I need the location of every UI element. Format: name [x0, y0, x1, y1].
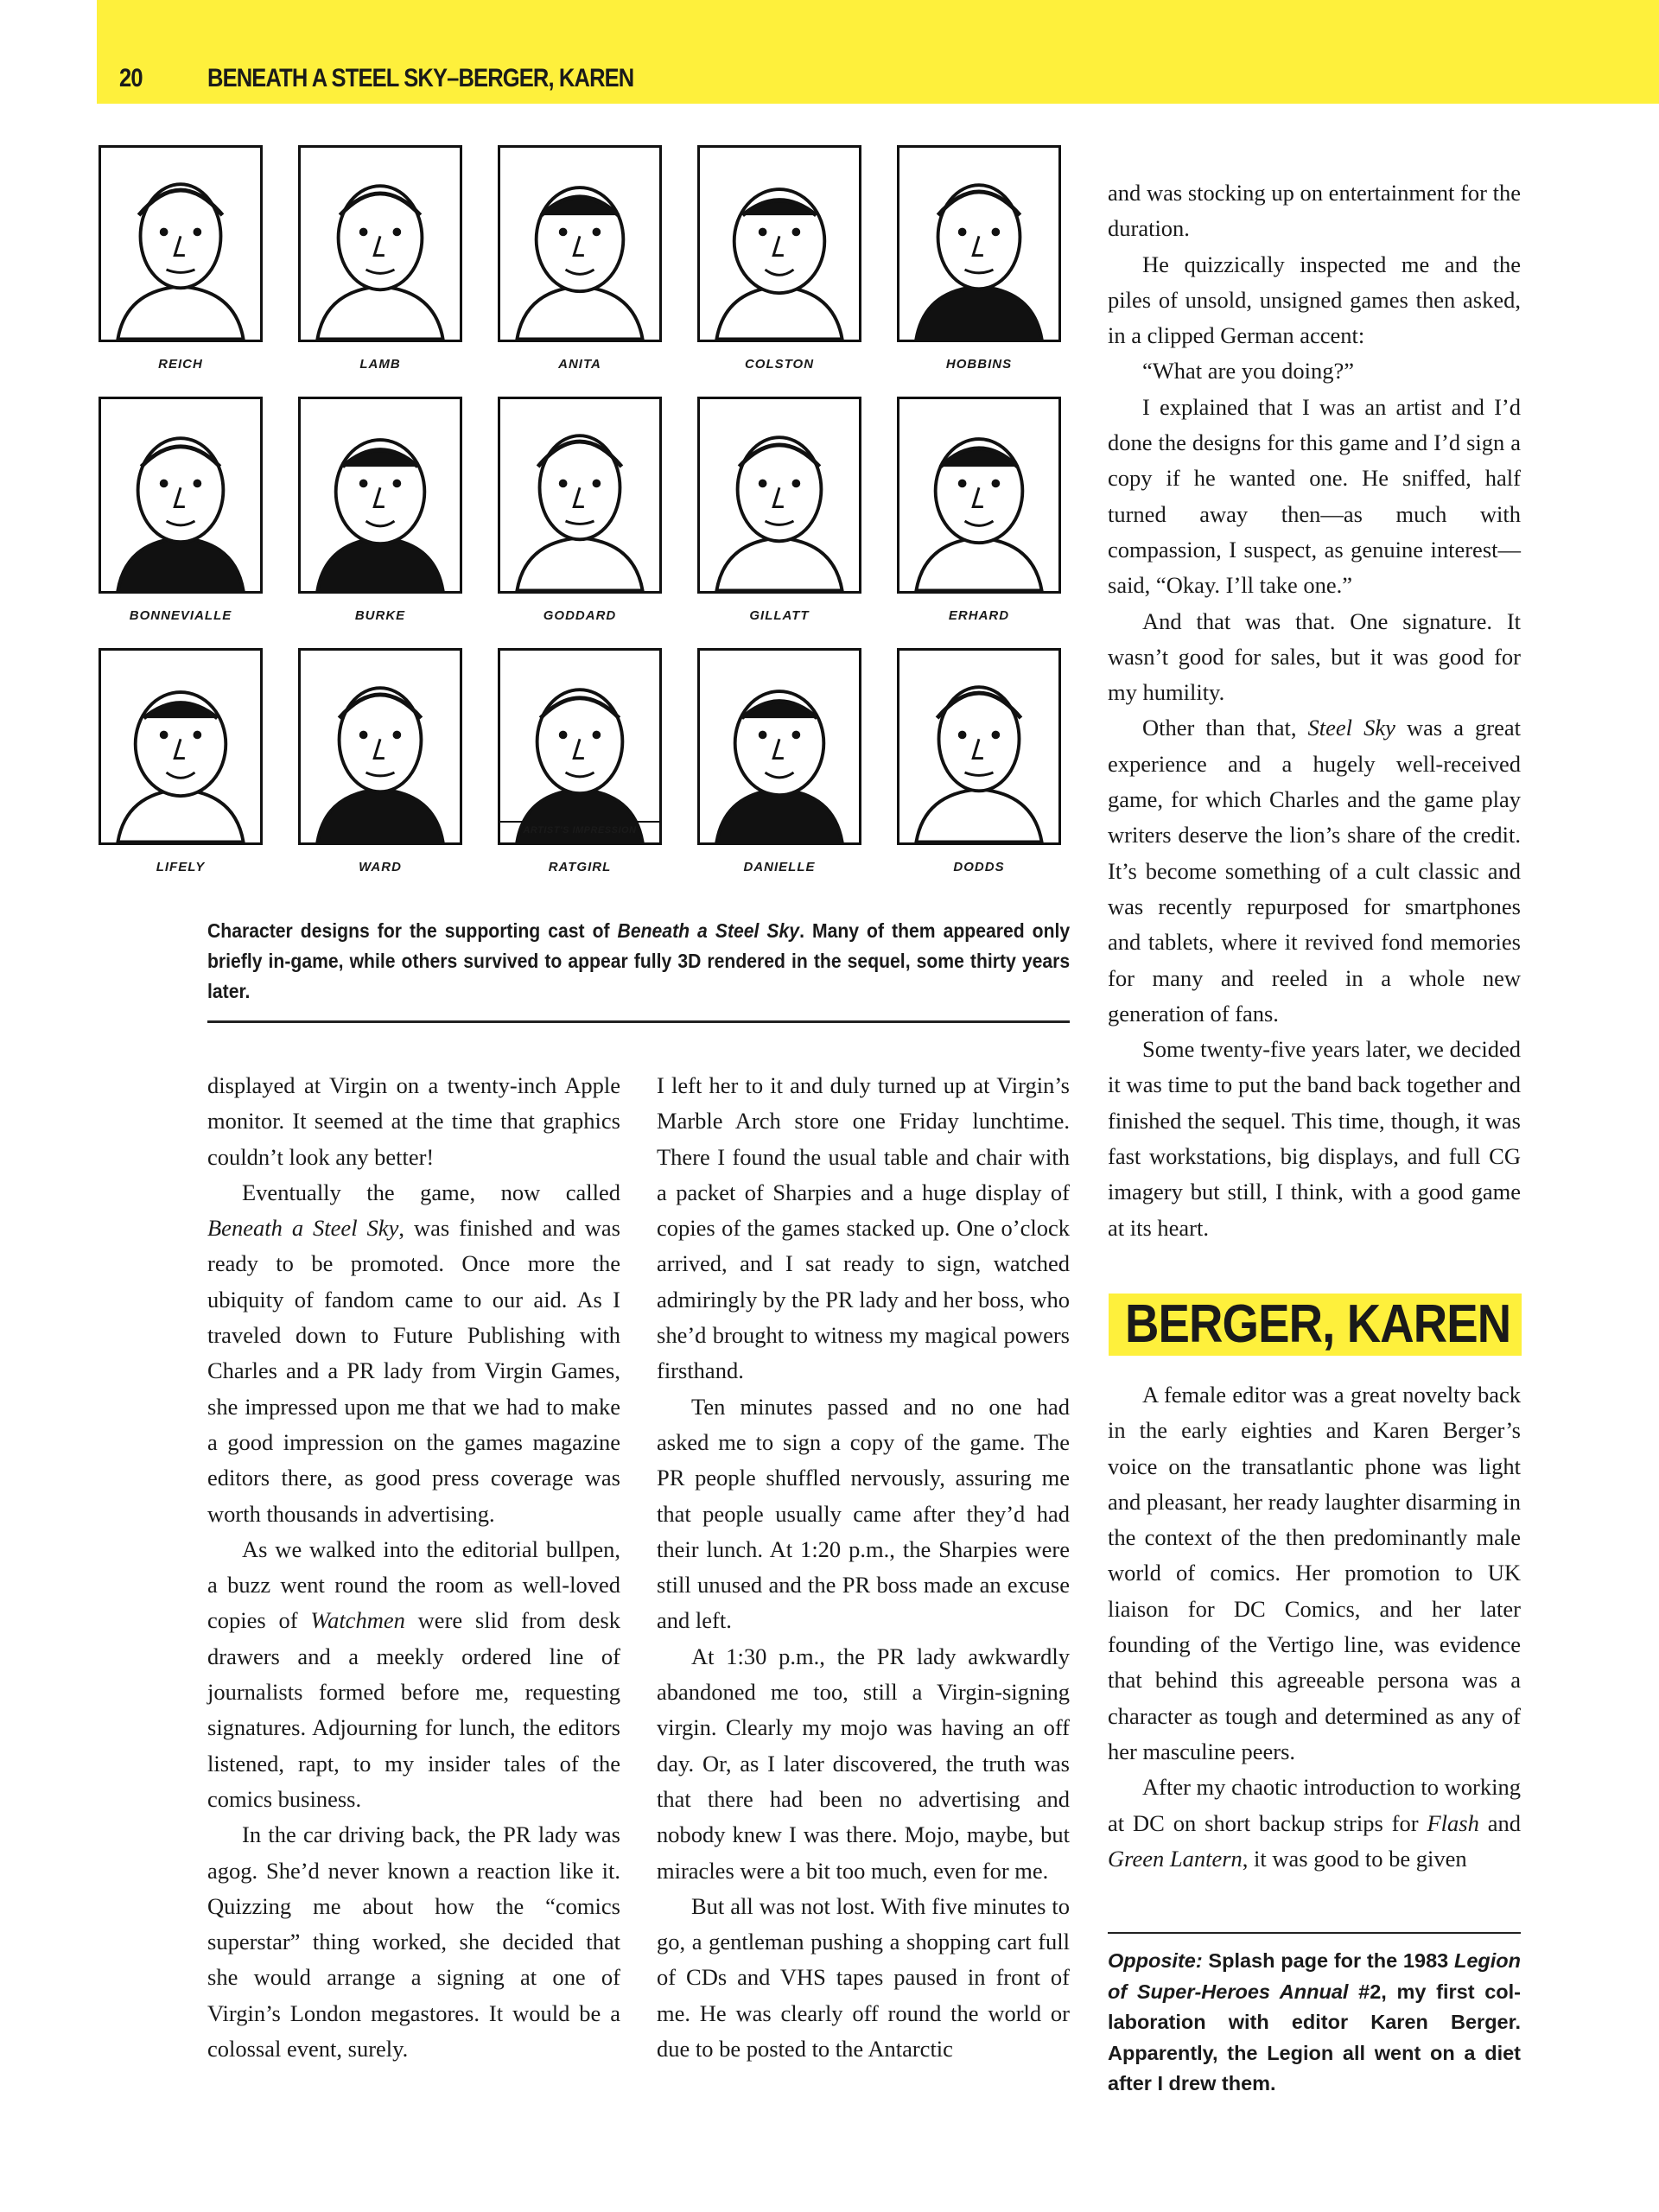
character-sketch-icon: [700, 399, 859, 591]
italic-title: Steel Sky: [1307, 715, 1395, 741]
text-run: At 1:30 p.m., the PR lady awkwardly abandoned me too, still a Virgin-signing virgin. Clearly my mojo was having an off day. Or, as I later discovered, the truth was that there had been no advertising and nobody knew I was there. Mojo, maybe, but miracles were a bit too much, even for me.: [657, 1643, 1070, 1884]
text-run: I explained that I was an artist and I’d done the designs for this game and I’d sign a copy if he wanted one. He sniffed, half turned away then—as much with compassion, I suspect, as genuine interest—said, “Okay. I’ll take one.”: [1108, 393, 1521, 599]
paragraph: [207, 1068, 620, 1175]
section-heading: BERGER, KAREN: [1125, 1294, 1511, 1354]
paragraph: [1108, 353, 1521, 389]
text-run: Character designs for the supporting cast of: [207, 919, 618, 942]
paragraph: [657, 1068, 1070, 1389]
character-portrait: [298, 648, 462, 845]
text-run: A female editor was a great novelty back in the early eighties and Karen Berger’s voice on the transatlantic phone was light and pleasant, her ready laughter disarming in the context of the then predominantly male world of comics. Her promotion to UK liaison for DC Comics, and her later founding of the Vertigo line, was evidence that behind this agreeable persona was a character as tough and determined as any of her masculine peers.: [1108, 1382, 1521, 1764]
character-sketch-icon: [500, 399, 659, 591]
character-portrait: [697, 145, 861, 342]
italic-title: Watchmen: [310, 1607, 405, 1634]
character-sketch-icon: [101, 651, 260, 842]
character-portrait: [298, 397, 462, 594]
text-run: As we walked into the editorial bullpen, a buzz went round the room as well-loved copies of: [207, 1535, 620, 1634]
character-design-grid: [99, 145, 1075, 888]
paragraph: [207, 1817, 620, 2067]
character-portrait: [498, 648, 662, 845]
paragraph: [207, 1532, 620, 1817]
text-run: In the car driving back, the PR lady was agog. She’d never known a reaction like it. Quizzing me about how the “comics superstar” thing worked, she decided that she would arrange a signing at one of Virgin’s London megastores. It would be a colossal event, surely.: [207, 1821, 620, 2063]
character-portrait: [697, 397, 861, 594]
paragraph: [1108, 1377, 1521, 1770]
character-name-label: REICH: [158, 357, 203, 372]
text-run: and: [1478, 1809, 1521, 1836]
character-portrait: [897, 397, 1061, 594]
body-column-right: [1108, 175, 1521, 1246]
paragraph: [657, 1639, 1070, 1889]
running-head: BENEATH A STEEL SKY–BERGER, KAREN: [207, 64, 634, 92]
italic-title: Opposite:: [1108, 1949, 1203, 1972]
character-sketch-icon: [700, 651, 859, 842]
character-name-label: ANITA: [558, 357, 601, 372]
character-sketch-icon: [301, 399, 460, 591]
character-portrait: [498, 397, 662, 594]
text-run: And that was that. One signature. It wasn’t good for sales, but it was good for my humility.: [1108, 607, 1521, 706]
character-portrait: [99, 648, 263, 845]
character-name-label: LAMB: [359, 357, 401, 372]
character-sketch-icon: [101, 148, 260, 340]
paragraph: [1108, 1770, 1521, 1877]
character-sketch-icon: [899, 399, 1058, 591]
character-portrait: [897, 145, 1061, 342]
text-run: Other than that,: [1142, 715, 1308, 741]
text-run: “What are you doing?”: [1142, 358, 1355, 385]
text-run: , was finished and was ready to be promoted. Once more the ubiquity of fandom came to our aid. As I traveled down to Future Publishing with Charles and a PR lady from Virgin Games, she impressed upon me that we had to make a good impression on the games magazine editors there, as good press coverage was worth thousands in advertising.: [207, 1215, 620, 1527]
character-name-label: BONNEVIALLE: [129, 608, 232, 623]
text-run: displayed at Virgin on a twenty-inch Apple monitor. It seemed at the time that graphics couldn’t look any better!: [207, 1072, 620, 1170]
italic-title: Green Lantern: [1108, 1845, 1243, 1872]
character-name-label: HOBBINS: [945, 357, 1013, 372]
text-run: Eventually the game, now called: [242, 1179, 620, 1205]
side-caption-rule: [1108, 1932, 1521, 1934]
caption-rule: [207, 1020, 1070, 1023]
body-column-middle: [657, 1068, 1070, 2067]
paragraph: [1108, 390, 1521, 604]
character-name-label: GILLATT: [749, 608, 810, 623]
character-sketch-icon: [301, 651, 460, 842]
text-run: He quizzically inspected me and the piles of unsold, unsigned games then asked, in a clipped German accent:: [1108, 251, 1521, 349]
character-name-label: WARD: [359, 860, 402, 874]
text-run: was a great experience and a hugely well-received game, for which Charles and the game play writers deserve the lion’s share of the credit. It’s become something of a cult classic and was recently repurposed for smartphones and tablets, where it revived fond memories for many and reeled in a whole new generation of fans.: [1108, 715, 1522, 1027]
text-run: were slid from desk drawers and a meekly ordered line of journalists formed before me, requesting signatures. Adjourning for lunch, the editors listened, rapt, to my insider tales of the comics business.: [207, 1607, 620, 1812]
text-run: After my chaotic introduction to working at DC on short backup strips for: [1108, 1774, 1521, 1836]
side-caption: [1108, 1946, 1521, 2100]
text-run: I left her to it and duly turned up at Virgin’s Marble Arch store one Friday lunchtime. There I found the usual table and chair with a packet of Sharpies and a huge display of copies of the games stacked up. One o’clock arrived, and I sat ready to sign, watched admiringly by the PR lady and her boss, who she’d brought to witness my magical powers firsthand.: [657, 1072, 1070, 1384]
text-run: #2, my first collaboration with editor Karen Berger. Apparently, the Legion all went on a diet after I drew them.: [1108, 1980, 1521, 2094]
text-run: . Many of them appeared only briefly in-game, while others survived to appear fully 3D rendered in the sequel, some thirty years later.: [207, 919, 1071, 1002]
character-name-label: BURKE: [354, 608, 406, 623]
character-sketch-icon: [101, 399, 260, 591]
page-number: 20: [119, 64, 143, 92]
text-run: Splash page for the 1983: [1202, 1949, 1454, 1972]
paragraph: [207, 1175, 620, 1532]
character-portrait: [99, 145, 263, 342]
character-name-label: DANIELLE: [743, 860, 816, 874]
character-sketch-icon: [500, 651, 659, 842]
italic-title: Beneath a Steel Sky: [207, 1215, 399, 1242]
portrait-note: ARTIST'S IMPRESSION: [500, 821, 659, 836]
character-sketch-icon: [899, 651, 1058, 842]
character-name-label: ERHARD: [948, 608, 1010, 623]
text-run: , it was good to be given: [1242, 1845, 1467, 1872]
character-sketch-icon: [301, 148, 460, 340]
text-run: Some twenty-five years later, we decided it was time to put the band back together and finished the sequel. This time, though, it was fast workstations, big displays, and full CG imagery but still, I think, with a good game at its heart.: [1108, 1036, 1521, 1241]
italic-title: Flash: [1427, 1809, 1479, 1836]
paragraph: [1108, 247, 1521, 354]
text-run: and was stocking up on entertainment for the duration.: [1108, 180, 1521, 242]
italic-title: Legion of Super-Heroes Annual: [1108, 1949, 1521, 2003]
character-sketch-icon: [700, 148, 859, 340]
character-name-label: COLSTON: [744, 357, 815, 372]
paragraph: [1108, 1032, 1521, 1246]
paragraph: [657, 1889, 1070, 2067]
figure-caption: [207, 916, 1070, 1007]
character-portrait: [298, 145, 462, 342]
berger-section-text: [1108, 1377, 1521, 1877]
character-portrait: [697, 648, 861, 845]
paragraph: [1108, 604, 1521, 711]
character-name-label: RATGIRL: [548, 860, 612, 874]
body-column-left: [207, 1068, 620, 2067]
character-name-label: GODDARD: [543, 608, 617, 623]
character-portrait: [99, 397, 263, 594]
paragraph: [1108, 175, 1521, 247]
character-sketch-icon: [500, 148, 659, 340]
italic-title: Beneath a Steel Sky: [617, 919, 800, 942]
character-portrait: [897, 648, 1061, 845]
character-sketch-icon: [899, 148, 1058, 340]
paragraph: [1108, 710, 1521, 1032]
paragraph: [657, 1389, 1070, 1639]
character-name-label: DODDS: [953, 860, 1005, 874]
text-run: But all was not lost. With five minutes to go, a gentleman pushing a shopping cart full of CDs and VHS tapes paused in front of me. He was clearly off round the world or due to be posted to the Antarctic: [657, 1892, 1070, 2063]
character-name-label: LIFELY: [156, 860, 206, 874]
character-portrait: [498, 145, 662, 342]
text-run: Ten minutes passed and no one had asked me to sign a copy of the game. The PR people shuffled nervously, assuring me that people usually came after they’d had their lunch. At 1:20 p.m., the Sharpies were still unused and the PR boss made an excuse and left.: [657, 1393, 1070, 1634]
